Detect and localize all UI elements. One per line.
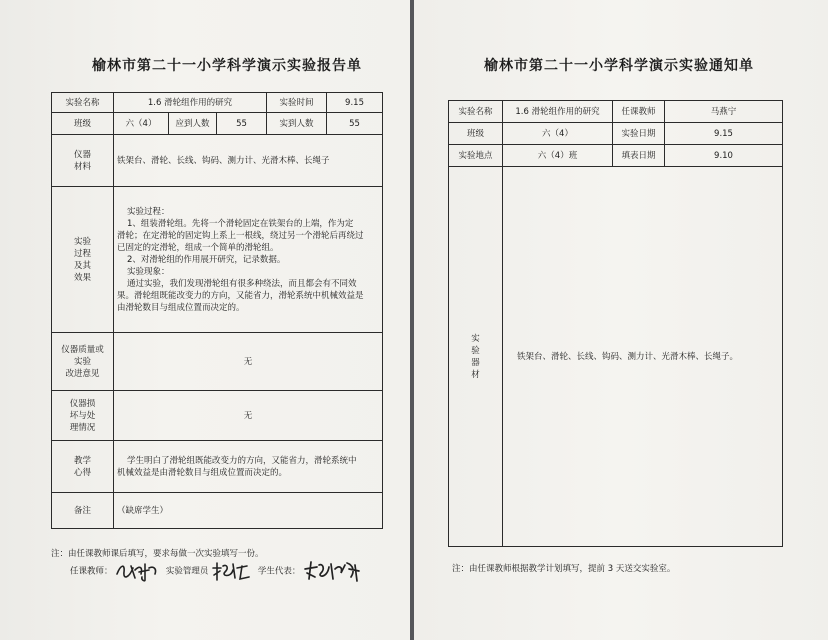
- process-line: 实验过程：: [127, 206, 170, 217]
- report-remarks-value: （缺席学生）: [114, 493, 383, 529]
- manager-signature-group: [166, 560, 251, 582]
- report-sheet: [0, 0, 410, 640]
- report-table: [51, 92, 383, 529]
- report-time-label: 实验时间: [267, 93, 327, 113]
- teacher-signature-group: [70, 560, 159, 582]
- report-expected-label: 应到人数: [169, 113, 217, 135]
- process-line: 已固定的定滑轮，组成一个简单的滑轮组。: [117, 242, 279, 253]
- report-quality-label-2: 实验: [73, 356, 91, 367]
- report-actual-label: 实到人数: [267, 113, 327, 135]
- report-materials-label-1: 仪器: [73, 149, 91, 160]
- reflection-line: 学生明白了滑轮组既能改变力的方向，又能省力，滑轮系统中: [127, 455, 357, 466]
- report-process-value: [114, 187, 383, 333]
- report-quality-value: 无: [114, 333, 383, 391]
- report-name-value: 1.6 滑轮组作用的研究: [114, 93, 267, 113]
- notice-equipment-label: [449, 167, 503, 547]
- notice-place-label: 实验地点: [449, 145, 503, 167]
- notice-row-place: [449, 145, 783, 167]
- notice-equipment-label-1: 实: [471, 333, 480, 344]
- report-damage-value: 无: [114, 391, 383, 441]
- report-row-process: [52, 187, 383, 333]
- process-line: 果。滑轮组既能改变力的方向，又能省力，滑轮系统中机械效益是: [117, 290, 364, 301]
- report-damage-label-3: 理情况: [69, 422, 96, 433]
- report-row-remarks: [52, 493, 383, 529]
- report-process-label: [52, 187, 114, 333]
- notice-fill-value: 9.10: [665, 145, 783, 167]
- report-expected-value: 55: [217, 113, 267, 135]
- notice-equipment-label-3: 器: [471, 357, 480, 368]
- notice-date-value: 9.15: [665, 123, 783, 145]
- report-actual-value: 55: [327, 113, 383, 135]
- report-row-materials: [52, 135, 383, 187]
- report-reflection-value: [114, 441, 383, 493]
- report-damage-label-2: 坏与处: [69, 410, 96, 421]
- notice-date-label: 实验日期: [613, 123, 665, 145]
- report-quality-label: [52, 333, 114, 391]
- signature-row: [70, 559, 367, 583]
- notice-row-equipment: [449, 167, 783, 547]
- report-row-damage: [52, 391, 383, 441]
- notice-fill-label: 填表日期: [613, 145, 665, 167]
- notice-name-value: 1.6 滑轮组作用的研究: [503, 101, 613, 123]
- report-row-reflection: [52, 441, 383, 493]
- report-materials-value: 铁架台、滑轮、长线、钩码、测力计、光滑木棒、长绳子: [114, 135, 383, 187]
- process-line: 由滑轮数目与组成位置而决定的。: [117, 302, 245, 313]
- report-damage-label-1: 仪器损: [69, 398, 96, 409]
- report-quality-label-1: 仪器质量或: [61, 344, 104, 355]
- notice-teacher-value: 马燕宁: [665, 101, 783, 123]
- report-class-label: 班级: [52, 113, 114, 135]
- report-class-value: 六（4）: [114, 113, 169, 135]
- manager-signature: [211, 560, 251, 582]
- process-line: 2、对滑轮组的作用展开研究，记录数据。: [127, 254, 286, 265]
- report-row-name: [52, 93, 383, 113]
- report-materials-label-2: 材料: [73, 161, 91, 172]
- report-title: 榆林市第二十一小学科学演示实验报告单: [92, 58, 362, 74]
- report-note: 注：由任课教师课后填写，要求每做一次实验填写一份。: [51, 549, 264, 559]
- report-process-label-4: 效果: [73, 272, 91, 283]
- report-process-label-1: 实验: [73, 236, 91, 247]
- report-reflection-label-1: 教学: [73, 455, 91, 466]
- report-name-label: 实验名称: [52, 93, 114, 113]
- student-label: 学生代表：: [257, 566, 301, 577]
- report-reflection-label: [52, 441, 114, 493]
- report-reflection-label-2: 心得: [73, 467, 91, 478]
- report-damage-label: [52, 391, 114, 441]
- notice-class-value: 六（4）: [503, 123, 613, 145]
- report-quality-label-3: 改进意见: [65, 368, 100, 379]
- notice-note: 注：由任课教师根据教学计划填写，提前 3 天送交实验室。: [452, 564, 676, 574]
- report-time-value: 9.15: [327, 93, 383, 113]
- process-line: 滑轮；在定滑轮的固定钩上系上一根线，绕过另一个滑轮后再绕过: [117, 230, 364, 241]
- teacher-label: 任课教师：: [70, 566, 113, 577]
- report-row-class: [52, 113, 383, 135]
- manager-label: 实验管理员: [165, 566, 209, 577]
- notice-place-value: 六（4）班: [503, 145, 613, 167]
- notice-table: [448, 100, 783, 547]
- teacher-signature: [115, 560, 159, 582]
- notice-equipment-label-2: 验: [471, 345, 480, 356]
- student-signature-group: [258, 559, 363, 583]
- notice-row-name: [449, 101, 783, 123]
- process-line: 1、组装滑轮组。先将一个滑轮固定在铁架台的上端，作为定: [127, 218, 354, 229]
- process-line: 实验现象：: [127, 266, 170, 277]
- report-remarks-label: 备注: [52, 493, 114, 529]
- notice-title: 榆林市第二十一小学科学演示实验通知单: [484, 58, 754, 74]
- notice-equipment-label-4: 材: [471, 369, 480, 380]
- reflection-line: 机械效益是由滑轮数目与组成位置而决定的。: [117, 467, 288, 478]
- notice-name-label: 实验名称: [449, 101, 503, 123]
- notice-equipment-value: 铁架台、滑轮、长线、钩码、测力计、光滑木棒、长绳子。: [503, 167, 783, 547]
- notice-teacher-label: 任课教师: [613, 101, 665, 123]
- report-process-label-2: 过程: [73, 248, 91, 259]
- report-process-label-3: 及其: [73, 260, 91, 271]
- notice-row-class: [449, 123, 783, 145]
- report-row-quality: [52, 333, 383, 391]
- student-signature: [303, 559, 363, 583]
- process-line: 通过实验，我们发现滑轮组有很多种绕法，而且都会有不同效: [127, 278, 357, 289]
- report-materials-label: [52, 135, 114, 187]
- notice-class-label: 班级: [449, 123, 503, 145]
